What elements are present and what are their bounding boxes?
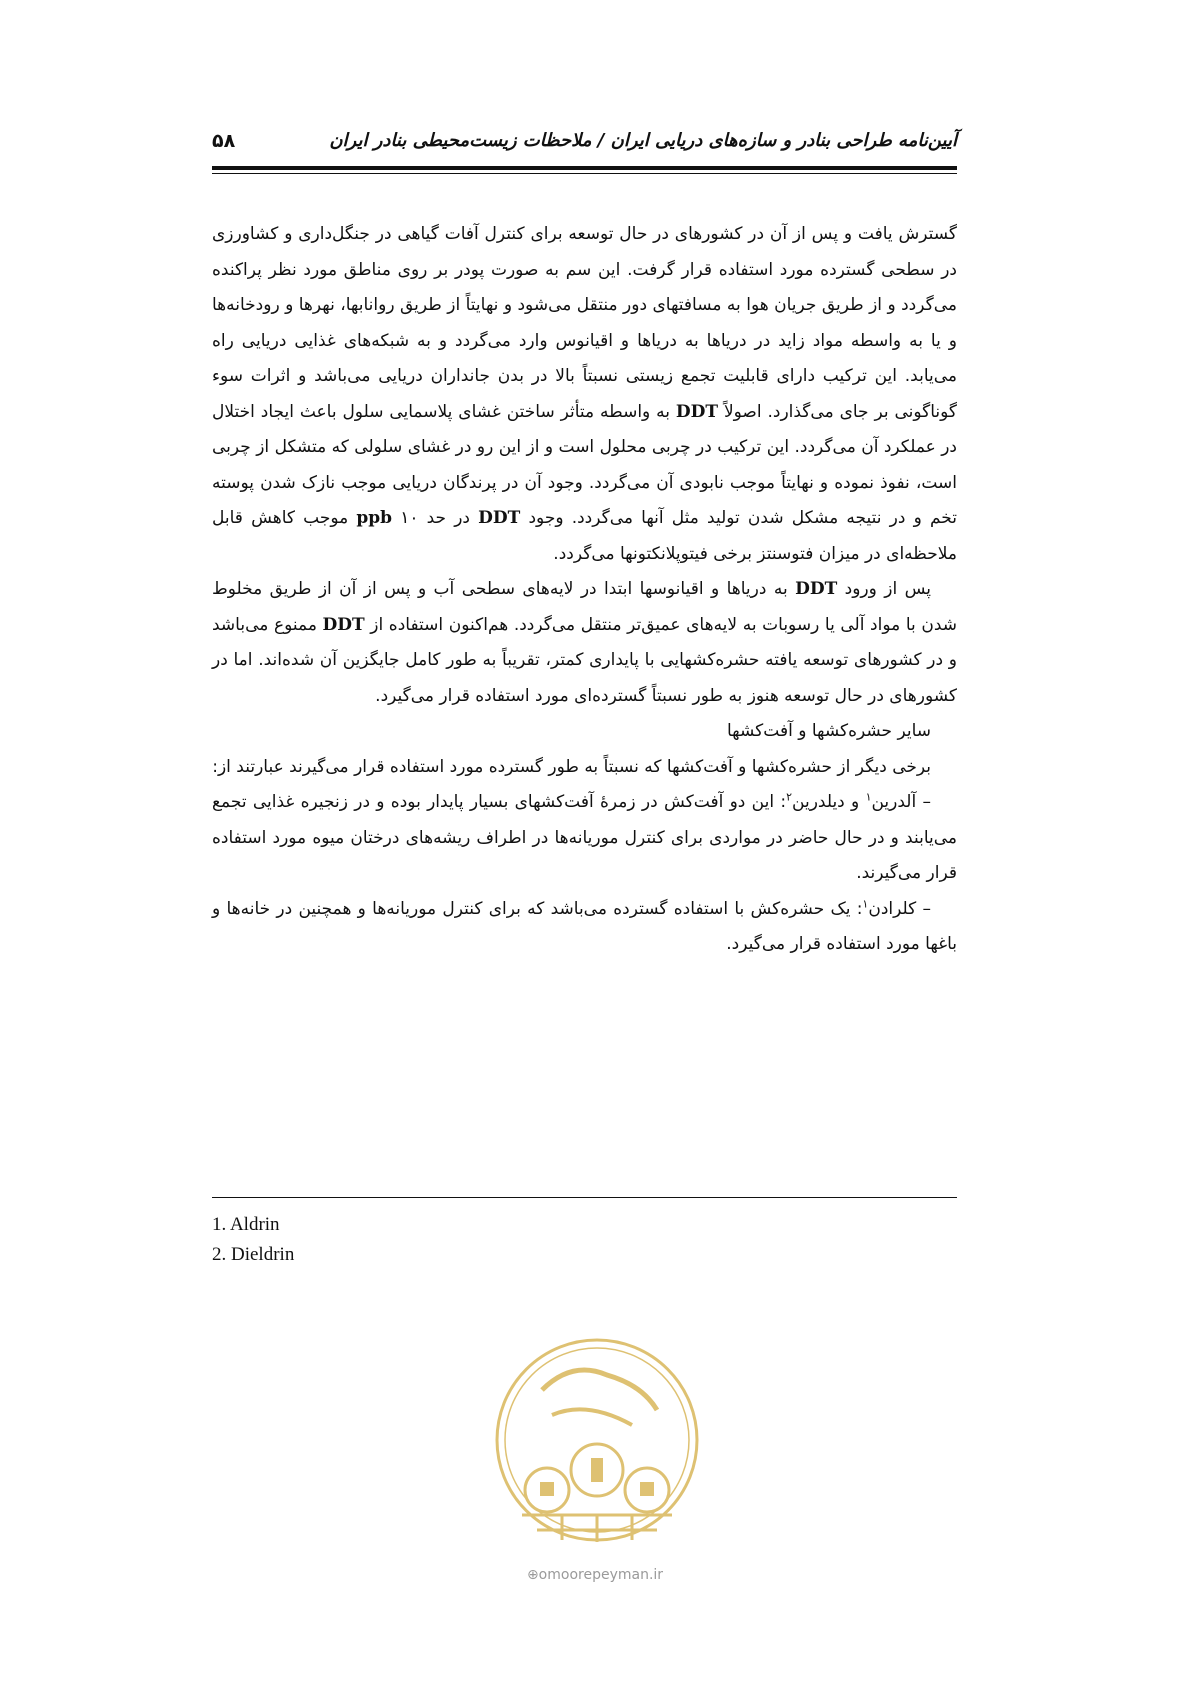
watermark-glyph-icon: ⊕: [526, 1567, 539, 1583]
paragraph-ddt-effects: گسترش یافت و پس از آن در کشورهای در حال توسعه برای کنترل آفات گیاهی در جنگل‌داری و کشاورزی در سطحی گسترده مورد استفاده قرار گرفت. این سم به صورت پودر بر روی مناطق مورد نظر پراکنده می‌گردد و از طریق جریان هوا به مسافتهای دور منتقل می‌شود و نهایتاً از طریق روانابها، نهرها و رودخانه‌ها و یا به واسطه مواد زاید در دریاها به دریاها و اقیانوس وارد می‌گردد و به شبکه‌های غذایی دریایی راه می‌یابد. این ترکیب دارای قابلیت تجمع زیستی نسبتاً بالا در بدن جانداران دریایی می‌باشد و اثرات سوء گوناگونی بر جای می‌گذارد. اصولاً DDT به واسطه متأثر ساختن غشای پلاسمایی سلول باعث ایجاد اختلال در عملکرد آن می‌گردد. این ترکیب در چربی محلول است و از این رو در غشای سلولی که متشکل از چربی است، نفوذ نموده و نهایتاً موجب نابودی آن می‌گردد. وجود آن در پرندگان دریایی موجب نازک شدن پوسته تخم و در نتیجه مشکل شدن تولید مثل آنها می‌گردد. وجود DDT در حد ۱۰ ppb موجب کاهش قابل ملاحظه‌ای در میزان فتوسنتز برخی فیتوپلانکتونها می‌گردد.: [212, 224, 958, 564]
body-text: [212, 217, 957, 963]
ddt-term: DDT: [478, 508, 521, 528]
header-title: آیین‌نامه طراحی بنادر و سازه‌های دریایی ایران / ملاحظات زیست‌محیطی بنادر ایران: [329, 130, 957, 151]
watermark-caption: ⊕omoorepeyman.ir: [526, 1567, 664, 1583]
footnote-1: 1. Aldrin: [212, 1214, 280, 1235]
list-item-aldrin: – آلدرین$^۱$ و دیلدرین$^۲$: این دو آفت‌کش در زمرهٔ آفت‌کشهای بسیار پایدار بوده و در زنجیره غذایی تجمع می‌یابند و در حال حاضر در مواردی برای کنترل موریانه‌ها در اطراف ریشه‌های درختان میوه مورد استفاده قرار می‌گیرند.: [212, 790, 957, 883]
ddt-term: DDT: [795, 579, 838, 599]
running-header: [212, 130, 957, 162]
ppb-term: ppb: [356, 508, 393, 528]
ddt-term: DDT: [322, 614, 365, 635]
footnotes: [212, 1210, 612, 1270]
footnote-ref: ۱: [865, 790, 872, 804]
watermark-logo-icon: [492, 1330, 702, 1560]
footnote-ref: ۲: [786, 790, 793, 804]
ddt-term: DDT: [675, 401, 719, 422]
header-rule-thin: [212, 173, 957, 174]
subheading: سایر حشره‌کشها و آفت‌کشها: [726, 721, 931, 741]
footnote-ref: ۱: [862, 896, 869, 910]
page-number: ۵۸: [212, 130, 236, 152]
footnote-rule: [212, 1197, 957, 1198]
footnote-2: 2. Dieldrin: [212, 1244, 295, 1265]
paragraph-ddt-fate: پس از ورود DDT به دریاها و اقیانوسها ابتدا در لایه‌های سطحی آب و پس از آن از طریق مخلوط شدن با مواد آلی یا رسوبات به لایه‌های عمیق‌تر منتقل می‌گردد. هم‌اکنون استفاده از DDT ممنوع می‌باشد و در کشورهای توسعه یافته حشره‌کشهایی با پایداری کمتر، تقریباً به طور کامل جایگزین آن شده‌اند. اما در کشورهای در حال توسعه هنوز به طور نسبتاً گسترده‌ای مورد استفاده قرار می‌گیرد.: [212, 579, 957, 706]
header-rule-thick: [212, 166, 957, 170]
list-item-chlordane: – کلرادن$^۱$: یک حشره‌کش با استفاده گسترده می‌باشد که برای کنترل موریانه‌ها و همچنین در خانه‌ها و باغها مورد استفاده قرار می‌گیرد.: [212, 896, 957, 954]
paragraph-other-pesticides: برخی دیگر از حشره‌کشها و آفت‌کشها که نسبتاً به طور گسترده مورد استفاده قرار می‌گیرند عبارتند از:: [212, 756, 931, 777]
